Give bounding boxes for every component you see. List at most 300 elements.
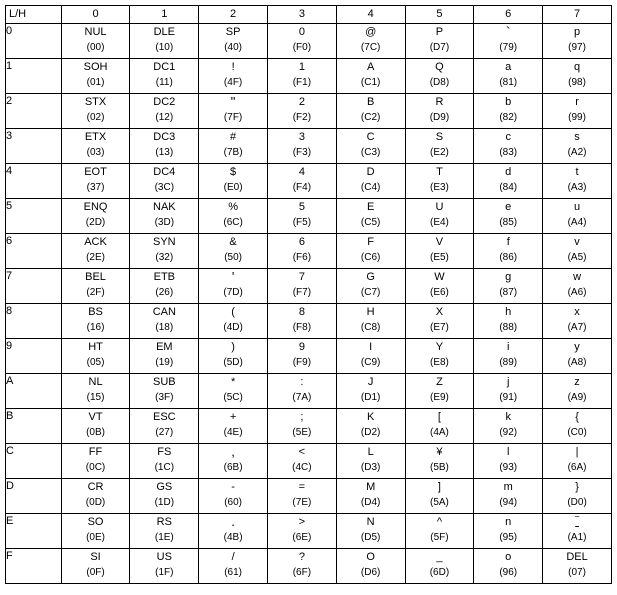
char-cell bbox=[199, 549, 268, 584]
char-glyph: . bbox=[231, 514, 235, 529]
char-glyph: g bbox=[505, 271, 512, 283]
char-code: (85) bbox=[499, 217, 518, 228]
char-glyph: } bbox=[575, 481, 579, 493]
char-cell bbox=[130, 94, 199, 129]
char-glyph: Y bbox=[435, 341, 444, 353]
char-glyph: o bbox=[505, 551, 512, 563]
char-code: (1E) bbox=[154, 532, 174, 543]
char-code: (F0) bbox=[292, 42, 312, 53]
char-code: (0D) bbox=[85, 497, 106, 508]
char-cell bbox=[543, 479, 612, 514]
char-glyph: H bbox=[366, 306, 375, 318]
row-label: C bbox=[6, 444, 62, 479]
char-cell bbox=[543, 409, 612, 444]
char-cell bbox=[336, 304, 405, 339]
table-row bbox=[6, 549, 612, 584]
row-label: 6 bbox=[6, 234, 62, 269]
char-glyph: P bbox=[435, 26, 444, 38]
char-code: (6B) bbox=[223, 462, 243, 473]
char-cell bbox=[543, 549, 612, 584]
char-cell bbox=[474, 59, 543, 94]
char-glyph: + bbox=[229, 411, 237, 423]
char-cell bbox=[336, 479, 405, 514]
char-glyph: 1 bbox=[298, 61, 305, 73]
char-code: (7B) bbox=[223, 147, 243, 158]
char-cell bbox=[199, 444, 268, 479]
char-glyph: O bbox=[366, 551, 375, 563]
char-code: (E7) bbox=[429, 322, 449, 333]
char-cell bbox=[336, 549, 405, 584]
char-cell bbox=[543, 129, 612, 164]
char-cell bbox=[405, 479, 474, 514]
char-code: (01) bbox=[86, 77, 105, 88]
char-cell bbox=[130, 199, 199, 234]
char-cell bbox=[199, 129, 268, 164]
char-glyph: R bbox=[435, 96, 444, 108]
char-cell bbox=[267, 304, 336, 339]
char-cell bbox=[405, 304, 474, 339]
char-glyph: SUB bbox=[153, 376, 176, 388]
char-glyph: SI bbox=[90, 551, 101, 563]
char-code: (1F) bbox=[155, 567, 174, 578]
char-cell bbox=[130, 164, 199, 199]
char-glyph: STX bbox=[84, 96, 107, 108]
char-code: (18) bbox=[155, 322, 174, 333]
char-cell bbox=[130, 479, 199, 514]
char-code: (0C) bbox=[85, 462, 106, 473]
char-glyph: DC1 bbox=[153, 61, 176, 73]
char-code: (C0) bbox=[567, 427, 587, 438]
char-code: (C7) bbox=[360, 287, 381, 298]
char-code: (E4) bbox=[429, 217, 449, 228]
char-glyph: " bbox=[230, 94, 236, 109]
char-cell bbox=[130, 234, 199, 269]
char-code: (F9) bbox=[292, 357, 312, 368]
char-cell bbox=[543, 339, 612, 374]
char-glyph: ETB bbox=[153, 271, 176, 283]
row-label: F bbox=[6, 549, 62, 584]
char-code: (11) bbox=[155, 77, 173, 88]
char-glyph: L bbox=[367, 446, 374, 458]
char-glyph: D bbox=[366, 166, 375, 178]
column-header-3: 3 bbox=[267, 6, 336, 24]
char-cell bbox=[336, 514, 405, 549]
char-cell bbox=[474, 549, 543, 584]
table-row bbox=[6, 269, 612, 304]
char-code: (61) bbox=[224, 567, 242, 578]
char-code: (7D) bbox=[223, 287, 243, 298]
table-row bbox=[6, 199, 612, 234]
char-cell bbox=[336, 199, 405, 234]
char-code: (D5) bbox=[360, 532, 381, 543]
table-row bbox=[6, 59, 612, 94]
char-cell bbox=[267, 234, 336, 269]
char-cell bbox=[267, 409, 336, 444]
char-glyph: ACK bbox=[84, 236, 107, 248]
char-glyph: f bbox=[506, 236, 510, 248]
char-code: (05) bbox=[86, 357, 105, 368]
char-glyph: ` bbox=[506, 24, 511, 39]
table-row bbox=[6, 339, 612, 374]
char-cell bbox=[543, 374, 612, 409]
char-glyph: 5 bbox=[298, 201, 305, 213]
row-label: D bbox=[6, 479, 62, 514]
char-code: (A2) bbox=[567, 147, 587, 158]
char-cell bbox=[267, 549, 336, 584]
char-cell bbox=[130, 269, 199, 304]
char-glyph: DEL bbox=[566, 551, 588, 563]
char-cell bbox=[130, 514, 199, 549]
char-code: (13) bbox=[155, 147, 174, 158]
char-cell bbox=[267, 479, 336, 514]
char-cell bbox=[199, 24, 268, 59]
table-row bbox=[6, 94, 612, 129]
char-cell bbox=[543, 24, 612, 59]
char-glyph: CAN bbox=[152, 306, 176, 318]
char-cell bbox=[474, 24, 543, 59]
char-glyph: ) bbox=[231, 341, 235, 353]
table-header-row bbox=[6, 6, 612, 24]
char-code: (A4) bbox=[567, 217, 587, 228]
char-code: (A3) bbox=[567, 182, 587, 193]
char-cell bbox=[474, 409, 543, 444]
char-cell bbox=[61, 59, 130, 94]
char-code: (D4) bbox=[360, 497, 381, 508]
char-cell bbox=[405, 514, 474, 549]
char-code: (96) bbox=[499, 567, 518, 578]
char-glyph: ] bbox=[437, 481, 441, 493]
char-cell bbox=[474, 514, 543, 549]
char-code: (91) bbox=[499, 392, 518, 403]
char-cell bbox=[267, 514, 336, 549]
column-header-7: 7 bbox=[543, 6, 612, 24]
column-header-6: 6 bbox=[474, 6, 543, 24]
char-glyph: v bbox=[574, 236, 580, 248]
char-cell bbox=[61, 199, 130, 234]
char-glyph: k bbox=[505, 411, 511, 423]
char-code: (D0) bbox=[567, 497, 587, 508]
char-cell bbox=[199, 269, 268, 304]
char-glyph: EOT bbox=[84, 166, 107, 178]
char-cell bbox=[543, 94, 612, 129]
char-code: (F4) bbox=[292, 182, 312, 193]
row-label: E bbox=[6, 514, 62, 549]
char-glyph: ETX bbox=[84, 131, 107, 143]
char-cell bbox=[336, 444, 405, 479]
char-code: (32) bbox=[155, 252, 174, 263]
char-glyph: ‾ bbox=[575, 516, 579, 528]
char-glyph: > bbox=[298, 516, 306, 528]
char-glyph: Q bbox=[435, 61, 444, 73]
char-glyph: C bbox=[366, 131, 375, 143]
char-cell bbox=[267, 374, 336, 409]
char-cell bbox=[543, 234, 612, 269]
char-glyph: 4 bbox=[298, 166, 305, 178]
char-cell bbox=[267, 94, 336, 129]
char-cell bbox=[61, 479, 130, 514]
char-glyph: DC3 bbox=[153, 131, 176, 143]
char-cell bbox=[199, 479, 268, 514]
char-code: (0E) bbox=[86, 532, 105, 543]
char-code: (60) bbox=[224, 497, 242, 508]
char-code: (99) bbox=[568, 112, 586, 123]
char-glyph: VT bbox=[88, 411, 103, 423]
char-cell bbox=[474, 94, 543, 129]
row-label: 1 bbox=[6, 59, 62, 94]
char-glyph: c bbox=[505, 131, 511, 143]
char-glyph: U bbox=[435, 201, 444, 213]
char-cell bbox=[199, 199, 268, 234]
table-row bbox=[6, 444, 612, 479]
char-cell bbox=[474, 479, 543, 514]
char-glyph: x bbox=[574, 306, 580, 318]
char-code: (E2) bbox=[429, 147, 449, 158]
char-cell bbox=[130, 24, 199, 59]
char-glyph: : bbox=[300, 376, 304, 388]
char-code: (0F) bbox=[86, 567, 105, 578]
char-cell bbox=[61, 514, 130, 549]
char-code: (10) bbox=[155, 42, 174, 53]
char-glyph: 3 bbox=[298, 131, 305, 143]
char-cell bbox=[61, 409, 130, 444]
char-glyph: - bbox=[231, 481, 235, 493]
char-glyph: X bbox=[435, 306, 444, 318]
char-glyph: * bbox=[230, 376, 236, 388]
char-cell bbox=[61, 444, 130, 479]
char-glyph: m bbox=[503, 481, 513, 493]
char-cell bbox=[543, 199, 612, 234]
char-cell bbox=[199, 234, 268, 269]
char-glyph: & bbox=[229, 236, 237, 248]
char-cell bbox=[474, 234, 543, 269]
char-glyph: GS bbox=[156, 481, 173, 493]
char-code: (C4) bbox=[360, 182, 381, 193]
char-glyph: ( bbox=[231, 306, 235, 318]
char-cell bbox=[130, 339, 199, 374]
row-label: 8 bbox=[6, 304, 62, 339]
char-code: (4E) bbox=[223, 427, 243, 438]
char-glyph: ; bbox=[300, 411, 304, 423]
char-glyph: 8 bbox=[298, 306, 305, 318]
char-code: (83) bbox=[499, 147, 518, 158]
char-glyph: _ bbox=[436, 551, 443, 563]
char-code: (27) bbox=[155, 427, 174, 438]
char-code: (37) bbox=[86, 182, 105, 193]
char-code: (12) bbox=[155, 112, 174, 123]
char-cell bbox=[267, 444, 336, 479]
char-cell bbox=[61, 129, 130, 164]
char-glyph: BS bbox=[88, 306, 103, 318]
char-cell bbox=[405, 59, 474, 94]
char-glyph: # bbox=[230, 131, 237, 143]
char-cell bbox=[405, 269, 474, 304]
char-cell bbox=[130, 129, 199, 164]
char-cell bbox=[336, 94, 405, 129]
char-code: (F7) bbox=[292, 287, 312, 298]
char-code: (02) bbox=[86, 112, 105, 123]
char-cell bbox=[199, 374, 268, 409]
char-glyph: z bbox=[574, 376, 580, 388]
char-code: (C5) bbox=[360, 217, 381, 228]
char-glyph: / bbox=[231, 551, 235, 563]
char-code: (07) bbox=[568, 567, 586, 578]
char-cell bbox=[199, 339, 268, 374]
char-code: (C6) bbox=[360, 252, 381, 263]
char-glyph: J bbox=[367, 376, 374, 388]
char-code: (94) bbox=[499, 497, 518, 508]
char-code: (7C) bbox=[360, 42, 381, 53]
char-glyph: CR bbox=[87, 481, 104, 493]
char-code: (2D) bbox=[85, 217, 106, 228]
row-label: 5 bbox=[6, 199, 62, 234]
char-glyph: NL bbox=[88, 376, 103, 388]
char-cell bbox=[405, 234, 474, 269]
char-glyph: j bbox=[506, 376, 510, 388]
char-code: (D3) bbox=[360, 462, 381, 473]
char-code: (40) bbox=[224, 42, 242, 53]
char-cell bbox=[474, 339, 543, 374]
table-row bbox=[6, 129, 612, 164]
char-cell bbox=[336, 24, 405, 59]
char-code: (81) bbox=[499, 77, 518, 88]
column-header-5: 5 bbox=[405, 6, 474, 24]
char-cell bbox=[405, 549, 474, 584]
char-code: (7A) bbox=[292, 392, 312, 403]
char-cell bbox=[199, 164, 268, 199]
char-code: (5D) bbox=[223, 357, 243, 368]
char-glyph: < bbox=[298, 446, 306, 458]
char-code: (6D) bbox=[429, 567, 450, 578]
char-glyph: NUL bbox=[84, 26, 107, 38]
char-glyph: S bbox=[435, 131, 444, 143]
char-cell bbox=[267, 164, 336, 199]
char-code: (5B) bbox=[429, 462, 449, 473]
char-cell bbox=[267, 59, 336, 94]
char-cell bbox=[543, 164, 612, 199]
char-glyph: NAK bbox=[153, 201, 176, 213]
char-code: (50) bbox=[224, 252, 242, 263]
char-code: (93) bbox=[499, 462, 518, 473]
char-code: (79) bbox=[499, 42, 518, 53]
char-code: (98) bbox=[568, 77, 586, 88]
column-header-1: 1 bbox=[130, 6, 199, 24]
char-glyph: ^ bbox=[436, 516, 443, 528]
table-row bbox=[6, 234, 612, 269]
char-glyph: 2 bbox=[298, 96, 305, 108]
char-code: (C8) bbox=[360, 322, 381, 333]
table-row bbox=[6, 514, 612, 549]
char-cell bbox=[474, 304, 543, 339]
char-glyph: % bbox=[228, 201, 238, 213]
table-corner-label: L/H bbox=[6, 6, 62, 24]
char-code: (E6) bbox=[429, 287, 449, 298]
char-code: (88) bbox=[499, 322, 518, 333]
char-cell bbox=[474, 129, 543, 164]
char-glyph: W bbox=[434, 271, 445, 283]
char-glyph: b bbox=[505, 96, 512, 108]
char-cell bbox=[405, 374, 474, 409]
char-glyph: E bbox=[366, 201, 375, 213]
char-glyph: DLE bbox=[153, 26, 176, 38]
char-glyph: A bbox=[366, 61, 375, 73]
char-glyph: N bbox=[366, 516, 375, 528]
char-glyph: q bbox=[573, 61, 581, 73]
char-cell bbox=[199, 409, 268, 444]
row-label: 9 bbox=[6, 339, 62, 374]
char-cell bbox=[405, 164, 474, 199]
char-glyph: HT bbox=[88, 341, 103, 353]
char-cell bbox=[543, 59, 612, 94]
char-code: (4C) bbox=[292, 462, 312, 473]
char-cell bbox=[474, 374, 543, 409]
char-glyph: SYN bbox=[153, 236, 176, 248]
char-glyph: ENQ bbox=[83, 201, 108, 213]
char-code: (2F) bbox=[86, 287, 105, 298]
row-label: 4 bbox=[6, 164, 62, 199]
char-code: (84) bbox=[499, 182, 518, 193]
char-code: (4D) bbox=[223, 322, 243, 333]
char-code: (E3) bbox=[429, 182, 449, 193]
char-code: (6C) bbox=[223, 217, 243, 228]
table-row bbox=[6, 304, 612, 339]
char-glyph: [ bbox=[437, 411, 441, 423]
char-glyph: US bbox=[156, 551, 172, 563]
char-cell bbox=[130, 374, 199, 409]
char-glyph: h bbox=[505, 306, 512, 318]
char-code: (5E) bbox=[292, 427, 312, 438]
char-cell bbox=[405, 24, 474, 59]
table-row bbox=[6, 374, 612, 409]
char-code: (C2) bbox=[360, 112, 381, 123]
char-code: (97) bbox=[568, 42, 586, 53]
char-glyph: ' bbox=[231, 269, 235, 284]
char-cell bbox=[61, 374, 130, 409]
char-code: (4F) bbox=[223, 77, 243, 88]
char-glyph: SP bbox=[225, 26, 241, 38]
char-glyph: T bbox=[436, 166, 443, 178]
row-label: 0 bbox=[6, 24, 62, 59]
row-label: B bbox=[6, 409, 62, 444]
table-row bbox=[6, 409, 612, 444]
char-cell bbox=[61, 164, 130, 199]
char-glyph: e bbox=[505, 201, 512, 213]
char-cell bbox=[267, 339, 336, 374]
table-row bbox=[6, 24, 612, 59]
char-code: (89) bbox=[499, 357, 518, 368]
char-code: (C1) bbox=[360, 77, 381, 88]
char-cell bbox=[336, 59, 405, 94]
char-cell bbox=[474, 269, 543, 304]
char-cell bbox=[199, 59, 268, 94]
character-code-table bbox=[5, 5, 612, 584]
char-cell bbox=[543, 444, 612, 479]
char-glyph: G bbox=[366, 271, 375, 283]
char-code: (4B) bbox=[223, 532, 243, 543]
char-code: (E9) bbox=[429, 392, 449, 403]
char-cell bbox=[267, 24, 336, 59]
char-glyph: y bbox=[574, 341, 580, 353]
char-cell bbox=[336, 409, 405, 444]
char-code: (A6) bbox=[567, 287, 587, 298]
char-cell bbox=[267, 199, 336, 234]
char-glyph: , bbox=[231, 444, 235, 459]
char-glyph: = bbox=[298, 481, 306, 493]
char-code: (D6) bbox=[360, 567, 381, 578]
char-glyph: 6 bbox=[298, 236, 305, 248]
char-glyph: V bbox=[435, 236, 444, 248]
column-header-4: 4 bbox=[336, 6, 405, 24]
char-code: (F6) bbox=[292, 252, 312, 263]
